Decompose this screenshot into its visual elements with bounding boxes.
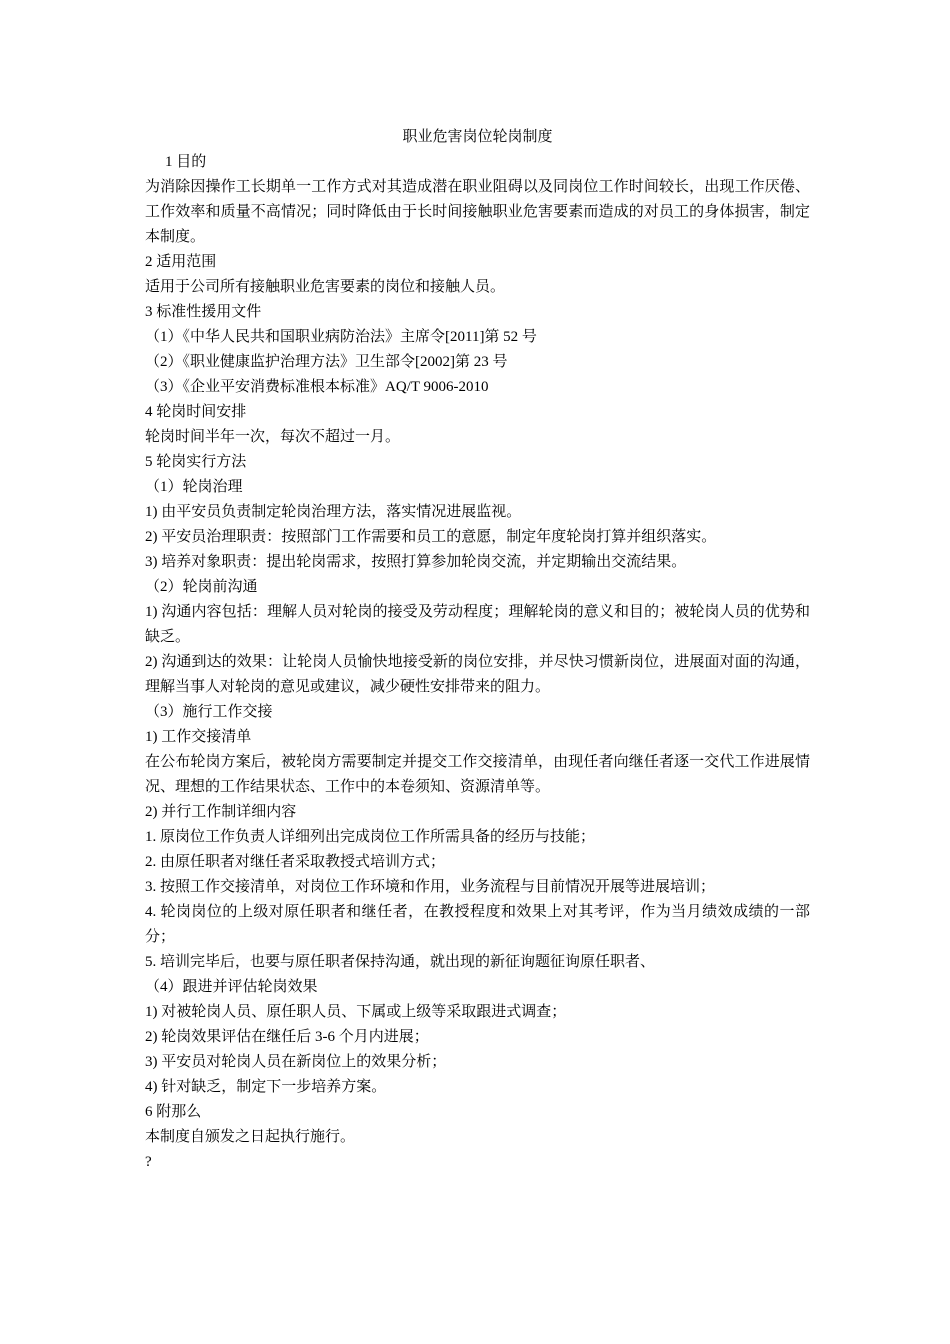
section-2-text: 适用于公司所有接触职业危害要素的岗位和接触人员。 <box>145 279 506 295</box>
section-4-text: 轮岗时间半年一次，每次不超过一月。 <box>145 429 401 445</box>
section-5-heading: 5 轮岗实行方法 <box>145 454 247 470</box>
list-item: 4. 轮岗岗位的上级对原任职者和继任者，在教授程度和效果上对其考评，作为当月绩效成绩的一部分； <box>145 904 810 945</box>
section-6-heading: 6 附那么 <box>145 1104 202 1120</box>
list-item: 2) 沟通到达的效果：让轮岗人员愉快地接受新的岗位安排，并尽快习惯新岗位，进展面对面的沟通，理解当事人对轮岗的意见或建议，减少硬性安排带来的阻力。 <box>145 654 810 695</box>
reference-item: （2）《职业健康监护治理方法》卫生部令[2002]第 23 号 <box>145 354 508 370</box>
list-item: 1. 原岗位工作负责人详细列出完成岗位工作所需具备的经历与技能； <box>145 829 596 845</box>
list-item: 1) 对被轮岗人员、原任职人员、下属或上级等采取跟进式调查； <box>145 1004 567 1020</box>
section-1-text: 为消除因操作工长期单一工作方式对其造成潜在职业阻碍以及同岗位工作时间较长，出现工作厌倦、工作效率和质量不高情况；同时降低由于长时间接触职业危害要素而造成的对员工的身体损害，制定本制度。 <box>145 179 810 245</box>
list-item: 2. 由原任职者对继任者采取教授式培训方式； <box>145 854 446 870</box>
section-2-heading: 2 适用范围 <box>145 254 217 270</box>
list-item: 5. 培训完毕后，也要与原任职者保持沟通，就出现的新征询题征询原任职者、 <box>145 954 656 970</box>
list-item: 3. 按照工作交接清单，对岗位工作环境和作用，业务流程与目前情况开展等进展培训； <box>145 879 716 895</box>
sub-subsection-heading: 1) 工作交接清单 <box>145 729 252 745</box>
list-item: 1) 由平安员负责制定轮岗治理方法，落实情况进展监视。 <box>145 504 522 520</box>
subsection-heading: （3）施行工作交接 <box>145 704 273 720</box>
document-page <box>145 125 810 1175</box>
section-6-text: 本制度自颁发之日起执行施行。 <box>145 1129 356 1145</box>
document-title: 职业危害岗位轮岗制度 <box>402 129 553 145</box>
list-item: 4) 针对缺乏，制定下一步培养方案。 <box>145 1079 387 1095</box>
subsection-heading: （1）轮岗治理 <box>145 479 243 495</box>
section-4-heading: 4 轮岗时间安排 <box>145 404 247 420</box>
paragraph: 在公布轮岗方案后，被轮岗方需要制定并提交工作交接清单，由现任者向继任者逐一交代工作进展情况、理想的工作结果状态、工作中的本卷须知、资源清单等。 <box>145 754 810 795</box>
reference-item: （1）《中华人民共和国职业病防治法》主席令[2011]第 52 号 <box>145 329 537 345</box>
list-item: 2) 平安员治理职责：按照部门工作需要和员工的意愿，制定年度轮岗打算并组织落实。 <box>145 529 717 545</box>
section-1-heading: 1 目的 <box>165 154 207 170</box>
reference-item: （3）《企业平安消费标准根本标准》AQ/T 9006-2010 <box>145 379 489 395</box>
sub-subsection-heading: 2) 并行工作制详细内容 <box>145 804 297 820</box>
section-3-heading: 3 标准性援用文件 <box>145 304 262 320</box>
list-item: 2) 轮岗效果评估在继任后 3-6 个月内进展； <box>145 1029 429 1045</box>
list-item: 3) 平安员对轮岗人员在新岗位上的效果分析； <box>145 1054 447 1070</box>
subsection-heading: （4）跟进并评估轮岗效果 <box>145 979 318 995</box>
trailing-mark: ? <box>145 1154 152 1170</box>
subsection-heading: （2）轮岗前沟通 <box>145 579 258 595</box>
list-item: 1) 沟通内容包括：理解人员对轮岗的接受及劳动程度；理解轮岗的意义和目的；被轮岗人员的优势和缺乏。 <box>145 604 810 645</box>
list-item: 3) 培养对象职责：提出轮岗需求，按照打算参加轮岗交流，并定期输出交流结果。 <box>145 554 687 570</box>
